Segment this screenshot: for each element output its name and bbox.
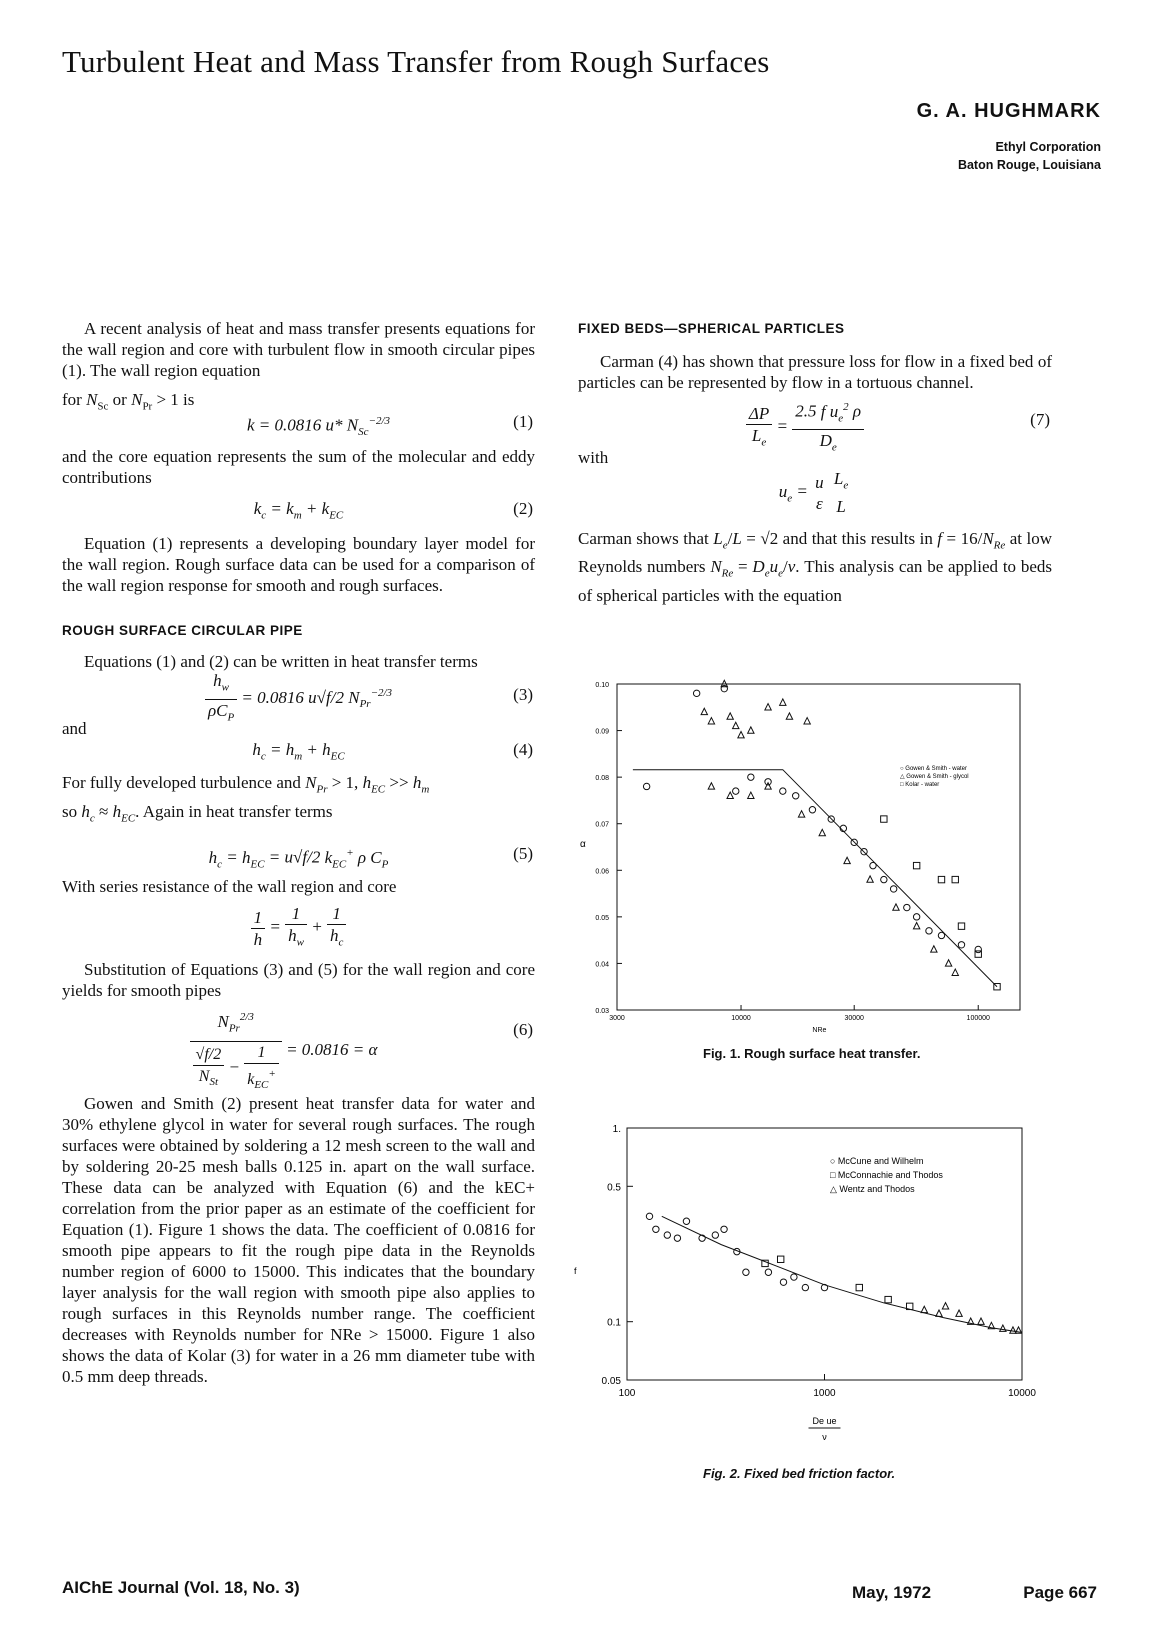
x-tick-label: 3000 (609, 1015, 625, 1022)
data-point-circle (802, 1284, 808, 1290)
y-tick-label: 1. (612, 1124, 621, 1135)
data-point-circle (653, 1226, 659, 1232)
data-point-circle (958, 942, 964, 948)
data-point-triangle (1010, 1327, 1016, 1333)
fit-line (662, 1216, 1022, 1332)
reference-line (633, 770, 997, 987)
data-point-circle (890, 886, 896, 892)
data-point-triangle (733, 722, 739, 728)
data-point-circle (646, 1213, 652, 1219)
data-point-circle (712, 1232, 718, 1238)
data-point-triangle (936, 1310, 942, 1316)
figure-1-caption: Fig. 1. Rough surface heat transfer. (703, 1046, 921, 1061)
y-tick-label: 0.1 (607, 1317, 621, 1329)
data-point-square (885, 1296, 891, 1302)
data-point-triangle (893, 904, 899, 910)
data-point-triangle (727, 792, 733, 798)
paragraph-series: With series resistance of the wall region and core (62, 877, 397, 897)
data-point-triangle (956, 1310, 962, 1316)
equation-1: k = 0.0816 u* $N_{Sc}^{-2/3}$ (1) (247, 412, 533, 439)
paragraph-substitution: Substitution of Equations (3) and (5) for the wall region and core yields for smooth pipes (62, 960, 535, 1001)
data-point-square (958, 923, 964, 929)
equation-5: $h_c = h_{EC} = u√f/2$ $k_{EC}^+$ ρ $C_P$ (5) (208, 844, 533, 871)
data-point-circle (765, 1269, 771, 1275)
page-number: Page 667 (1023, 1583, 1097, 1602)
paper-title: Turbulent Heat and Mass Transfer from Rough Surfaces (62, 44, 770, 79)
data-point-triangle (804, 718, 810, 724)
paragraph-intro-cont: for $N_{Sc}$ or $N_{Pr} > 1$ is (62, 390, 195, 413)
equation-number: (1) (513, 412, 533, 432)
y-tick-label: 0.06 (595, 868, 609, 876)
y-tick-label: 0.5 (607, 1182, 621, 1194)
paragraph-carman-result: Carman shows that $L_e/L = √2$ and that this results in $f = 16/N_{Re}$ at low Reynolds numbers $N_{Re} = D_eu_e/\nu$. This analysis can be applied to beds of spherical particles with the equation (578, 529, 1052, 605)
data-point-triangle (844, 857, 850, 863)
x-tick-label: 30000 (844, 1015, 864, 1022)
data-point-triangle (738, 732, 744, 738)
x-axis-label-numerator: De ue (812, 1416, 837, 1426)
paragraph-core: and the core equation represents the sum of the molecular and eddy contributions (62, 447, 535, 488)
x-tick-label: 100 (618, 1388, 636, 1399)
data-point-circle (904, 904, 910, 910)
data-point-square (913, 862, 919, 868)
data-point-circle (881, 876, 887, 882)
equation-2: $k_c = k_m + k_{EC}$ (2) (253, 499, 533, 522)
data-point-square (777, 1256, 783, 1262)
data-point-triangle (708, 783, 714, 789)
equation-number: (7) (1030, 410, 1050, 429)
data-point-triangle (952, 969, 958, 975)
paragraph-intro: A recent analysis of heat and mass transfer presents equations for the wall region and core with turbulent flow in smooth circular pipes (1). The wall region equation (62, 319, 535, 380)
data-point-circle (870, 862, 876, 868)
text-and: and (62, 719, 87, 739)
data-point-triangle (786, 713, 792, 719)
y-axis-label: f (574, 1266, 577, 1276)
paragraph-model: Equation (1) represents a developing boundary layer model for the wall region. Rough surface data can be used for a comparison of the wall region response for smooth and rough surfaces. (62, 534, 535, 596)
section-heading-fixed-beds: FIXED BEDS—SPHERICAL PARTICLES (578, 321, 845, 336)
data-point-triangle (748, 727, 754, 733)
equation-number: (4) (513, 740, 533, 760)
figure-1-chart (570, 672, 1050, 1042)
y-tick-label: 0.05 (595, 914, 609, 922)
data-point-circle (674, 1235, 680, 1241)
data-point-triangle (708, 718, 714, 724)
data-point-circle (693, 690, 699, 696)
data-point-circle (791, 1274, 797, 1280)
data-point-square (938, 876, 944, 882)
y-tick-label: 0.07 (595, 821, 609, 829)
data-point-circle (792, 793, 798, 799)
equation-3: $\frac{h_w}{\rho C_P}$ = 0.0816 u√f/2 $N_{Pr}^{-2/3}$ (3) (62, 672, 535, 718)
legend-entry: △ Gowen & Smith - glycol (900, 774, 969, 780)
equation-6-rhs: = 0.0816 = α (286, 1040, 378, 1060)
data-point-square (952, 876, 958, 882)
legend-entry: □ Kolar - water (900, 782, 940, 788)
data-point-triangle (819, 829, 825, 835)
legend-entry: ○ Gowen & Smith - water (900, 766, 967, 772)
data-point-triangle (867, 876, 873, 882)
data-point-triangle (942, 1303, 948, 1309)
data-point-triangle (913, 922, 919, 928)
y-tick-label: 0.05 (601, 1376, 621, 1387)
data-point-circle (780, 788, 786, 794)
data-point-triangle (978, 1318, 984, 1324)
text-with: with (578, 448, 609, 467)
data-point-circle (780, 1279, 786, 1285)
data-point-circle (721, 1226, 727, 1232)
y-tick-label: 0.03 (595, 1008, 609, 1015)
figure-2-caption: Fig. 2. Fixed bed friction factor. (703, 1466, 896, 1481)
x-axis-label-denominator: ν (822, 1432, 827, 1442)
data-point-triangle (921, 1306, 927, 1312)
legend-entry: □ McConnachie and Thodos (830, 1170, 943, 1180)
data-point-triangle (1000, 1325, 1006, 1331)
data-point-triangle (780, 699, 786, 705)
figure-2-chart (560, 1114, 1060, 1444)
right-column (578, 318, 1052, 606)
equation-number: (6) (513, 1020, 533, 1040)
affiliation-org: Ethyl Corporation (995, 140, 1101, 154)
data-point-square (881, 816, 887, 822)
data-point-circle (748, 774, 754, 780)
data-point-triangle (798, 811, 804, 817)
y-axis-label: α (580, 839, 586, 850)
equation-number: (2) (513, 499, 533, 519)
data-point-triangle (701, 708, 707, 714)
equation-series-resistance: $\frac{1}{h}$ = $\frac{1}{h_w}$ + $\frac{1}{h_c}$ (62, 903, 535, 959)
data-point-circle (664, 1232, 670, 1238)
equation-4: $h_c = h_m + h_{EC}$ (4) (252, 740, 533, 763)
equation-7: $\frac{\Delta P}{L_e}$ = $\frac{2.5 f u_e^2 \rho}{D_e}$ (7) (578, 397, 1052, 447)
x-tick-label: 10000 (731, 1015, 751, 1022)
paragraph-turbulence: For fully developed turbulence and $N_{Pr} > 1$, $h_{EC} >> h_m$ so $h_c \approx h_{EC}$. Again in heat transfer terms (62, 773, 430, 825)
paragraph-carman: Carman (4) has shown that pressure loss for flow in a fixed bed of particles can be represented by flow in a tortuous channel. (578, 352, 1052, 392)
equation-number: (3) (513, 685, 533, 705)
equation-number: (5) (513, 844, 533, 864)
affiliation-location: Baton Rouge, Louisiana (957, 158, 1101, 172)
affiliation (958, 138, 1101, 174)
data-point-square (856, 1284, 862, 1290)
data-point-triangle (945, 960, 951, 966)
data-point-circle (938, 932, 944, 938)
data-point-circle (975, 946, 981, 952)
equation-6: $N_{Pr}^{2/3}$ $\frac{√f/2}{N_{St}}$ − $\frac{1}{k_{EC}^+}$ = 0.0816 = α (6) (62, 1007, 535, 1093)
x-axis-label: NRe (812, 1027, 827, 1034)
journal-citation: AIChE Journal (Vol. 18, No. 3) (62, 1578, 300, 1597)
x-tick-label: 10000 (1008, 1388, 1036, 1399)
y-tick-label: 0.10 (595, 682, 609, 689)
y-tick-label: 0.08 (595, 775, 609, 783)
legend-entry: ○ McCune and Wilhelm (830, 1156, 924, 1166)
left-column (62, 318, 535, 1387)
data-point-circle (809, 807, 815, 813)
data-point-triangle (931, 946, 937, 952)
data-point-circle (733, 788, 739, 794)
data-point-circle (683, 1218, 689, 1224)
data-point-circle (743, 1269, 749, 1275)
y-tick-label: 0.04 (595, 961, 609, 969)
paragraph-gowen-smith: Gowen and Smith (2) present heat transfer data for water and 30% ethylene glycol in water for several rough surfaces. The rough surfaces were obtained by soldering a 12 mesh screen to the wall and by soldering 20-25 mesh balls 0.125 in. apart on the wall surface. These data can be analyzed with Equation (6) and the kEC+ correlation from the prior paper as an estimate of the coefficient for Equation (1). Figure 1 shows the data. The coefficient of 0.0816 for smooth pipe appears to fit the rough pipe data in the Reynolds number region of 6000 to 15000. This indicates that the boundary layer analysis for the wall region with smooth pipe also applies to rough surfaces in this Reynolds number range. The coefficient decreases with Reynolds number for NRe > 15000. Figure 1 also shows the data of Kolar (3) for water in a 26 mm diameter tube with 0.5 mm deep threads. (62, 1094, 535, 1387)
data-point-triangle (748, 792, 754, 798)
paragraph-heat-terms: Equations (1) and (2) can be written in heat transfer terms (84, 652, 478, 672)
issue-date: May, 1972 (852, 1583, 932, 1602)
section-heading-rough-pipe: ROUGH SURFACE CIRCULAR PIPE (62, 623, 303, 639)
legend-entry: △ Wentz and Thodos (830, 1184, 915, 1194)
y-tick-label: 0.09 (595, 728, 609, 736)
data-point-circle (926, 928, 932, 934)
plot-frame (627, 1128, 1022, 1380)
data-point-triangle (765, 704, 771, 710)
plot-frame (617, 684, 1020, 1010)
author-name: G. A. HUGHMARK (916, 100, 1101, 122)
x-tick-label: 1000 (813, 1388, 836, 1399)
equation-ue: $u_e$ = u ε $L_e$ L (778, 469, 849, 517)
data-point-circle (913, 914, 919, 920)
data-point-triangle (727, 713, 733, 719)
data-point-circle (643, 783, 649, 789)
x-tick-label: 100000 (966, 1015, 990, 1022)
